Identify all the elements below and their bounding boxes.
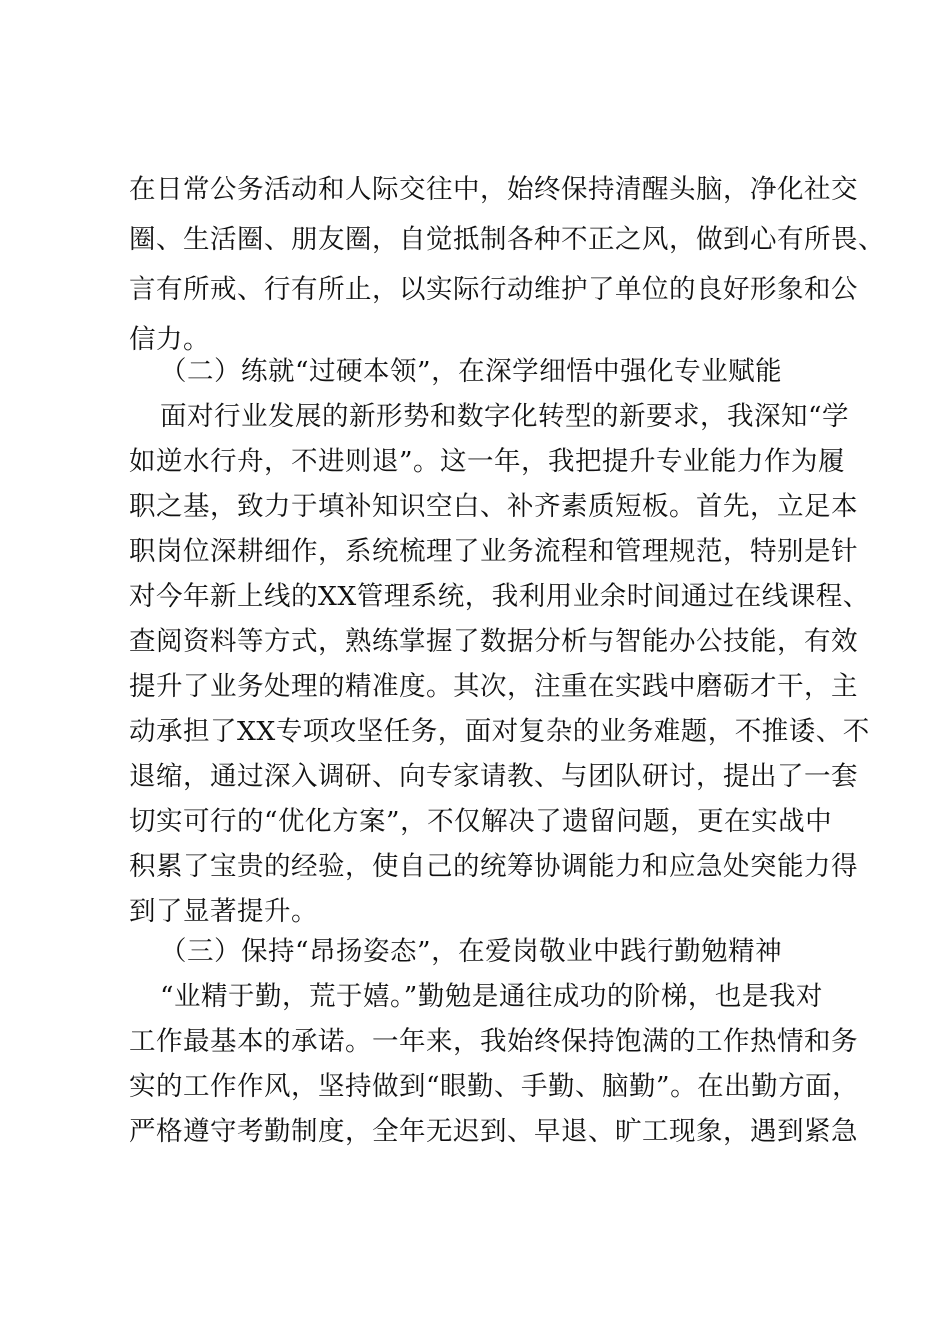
body-text-line: 查阅资料等方式，熟练掌握了数据分析与智能办公技能，有效 — [129, 626, 858, 657]
body-text-line: 动承担了XX专项攻坚任务，面对复杂的业务难题，不推诿、不 — [129, 716, 870, 747]
body-text-line: 面对行业发展的新形势和数字化转型的新要求，我深知“学 — [160, 401, 850, 432]
body-text-line: 言有所戒、行有所止，以实际行动维护了单位的良好形象和公 — [129, 274, 858, 305]
body-text-line: 到了显著提升。 — [129, 896, 318, 927]
body-text-line: 在日常公务活动和人际交往中，始终保持清醒头脑，净化社交 — [129, 174, 858, 205]
body-text-line: “业精于勤，荒于嬉。”勤勉是通往成功的阶梯，也是我对 — [160, 981, 823, 1012]
body-text-line: 圈、生活圈、朋友圈，自觉抵制各种不正之风，做到心有所畏、 — [129, 224, 885, 255]
body-text-line: 实的工作作风，坚持做到“眼勤、手勤、脑勤”。在出勤方面， — [129, 1071, 860, 1102]
section-heading: （三）保持“昂扬姿态”，在爱岗敬业中践行勤勉精神 — [160, 936, 783, 967]
body-text-line: 积累了宝贵的经验，使自己的统筹协调能力和应急处突能力得 — [129, 851, 858, 882]
body-text-line: 如逆水行舟，不进则退”。这一年，我把提升专业能力作为履 — [129, 446, 846, 477]
body-text-line: 切实可行的“优化方案”，不仅解决了遗留问题，更在实战中 — [129, 806, 833, 837]
body-text-line: 工作最基本的承诺。一年来，我始终保持饱满的工作热情和务 — [129, 1026, 858, 1057]
body-text-line: 职岗位深耕细作，系统梳理了业务流程和管理规范，特别是针 — [129, 536, 858, 567]
body-text-line: 提升了业务处理的精准度。其次，注重在实践中磨砺才干，主 — [129, 671, 858, 702]
body-text-line: 严格遵守考勤制度，全年无迟到、早退、旷工现象，遇到紧急 — [129, 1116, 858, 1147]
section-heading: （二）练就“过硬本领”，在深学细悟中强化专业赋能 — [160, 356, 783, 387]
body-text-line: 信力。 — [129, 324, 210, 355]
body-text-line: 退缩，通过深入调研、向专家请教、与团队研讨，提出了一套 — [129, 761, 858, 792]
body-text-line: 职之基，致力于填补知识空白、补齐素质短板。首先，立足本 — [129, 491, 858, 522]
body-text-line: 对今年新上线的XX管理系统，我利用业余时间通过在线课程、 — [129, 581, 870, 612]
